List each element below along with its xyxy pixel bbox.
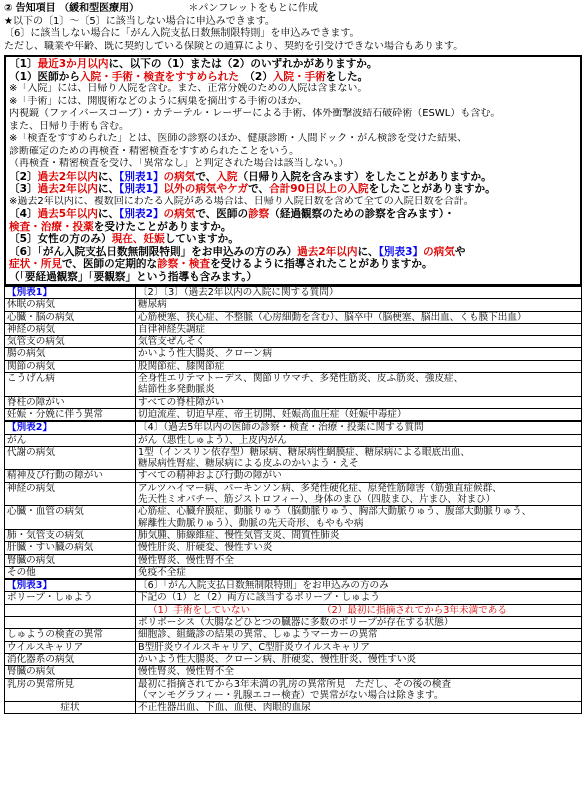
detail-line: 自律神経失調症 xyxy=(138,323,206,335)
row-category: 肝臓・すい臓の病気 xyxy=(5,542,136,554)
table-2 xyxy=(4,421,582,579)
question-1 xyxy=(9,58,577,71)
row-category: 気管支の病気 xyxy=(5,336,136,348)
table-row xyxy=(5,396,582,408)
row-detail xyxy=(136,629,582,641)
detail-line: B型肝炎ウイルスキャリア、C型肝炎ウイルスキャリア xyxy=(138,641,371,653)
row-category: その他 xyxy=(5,566,136,578)
question-5: 〔5〕女性の方のみ）現在、妊娠していますか。 xyxy=(9,233,239,245)
detail-line: 気管支ぜんそく xyxy=(138,336,206,348)
row-category xyxy=(5,617,136,629)
detail-line: 糖尿病性腎症、糖尿病による皮ふのかいよう・えそ xyxy=(138,458,359,470)
table-row xyxy=(5,678,582,702)
row-category: 腎臓の病気 xyxy=(5,666,136,678)
table-1-body xyxy=(5,299,582,421)
row-category: 関節の病気 xyxy=(5,360,136,372)
table-row xyxy=(5,702,582,714)
table-row xyxy=(5,348,582,360)
row-detail xyxy=(136,542,582,554)
row-detail xyxy=(136,529,582,541)
table-2-label: 【別表2】 xyxy=(7,422,53,434)
table-row xyxy=(5,604,582,616)
row-detail xyxy=(136,554,582,566)
table-row xyxy=(5,446,582,470)
q1-period: 最近3か月以内 xyxy=(37,58,109,70)
detail-line: 慢性腎炎、慢性腎不全 xyxy=(138,666,234,678)
row-category: がん xyxy=(5,434,136,446)
table-3-label: 【別表3】 xyxy=(7,580,53,592)
q1-item2-lead: （2） xyxy=(249,70,273,83)
detail-line: （マンモグラフィー・乳腺エコー検査）で異常がない場合は除きます。 xyxy=(138,689,444,701)
table-row xyxy=(5,408,582,420)
row-category xyxy=(5,604,136,616)
table-3-title: 〔6〕「がん入院支払日数無制限特則」をお申込みの方のみ xyxy=(136,580,582,592)
q1-item2-tail: をした。 xyxy=(325,70,369,83)
table-row xyxy=(5,482,582,506)
table-1-label: 【別表1】 xyxy=(7,287,53,298)
note-line: ※「手術」には、開腹術などのように病巣を摘出する手術のほか、 xyxy=(9,95,308,107)
table-row xyxy=(5,506,582,530)
table-row xyxy=(5,360,582,372)
table-3 xyxy=(4,579,582,714)
row-detail xyxy=(136,482,582,506)
intro-line: ただし、職業や年齢、既に契約している保険との通算により、契約を引受けできない場合もあります。 xyxy=(4,40,464,52)
row-detail xyxy=(136,653,582,665)
row-detail xyxy=(136,434,582,446)
table-row xyxy=(5,470,582,482)
note-line: また、日帰り手術も含む。 xyxy=(9,120,129,132)
row-category: 神経の病気 xyxy=(5,482,136,506)
intro-line: ★以下の〔1〕～〔5〕に該当しない場合に申込みできます。 xyxy=(4,15,275,27)
table-row xyxy=(5,653,582,665)
row-detail xyxy=(136,336,582,348)
row-detail xyxy=(136,702,582,714)
table-row xyxy=(5,666,582,678)
row-detail xyxy=(136,311,582,323)
table-row xyxy=(5,529,582,541)
detail-line: 心筋梗塞、狭心症、不整脈（心房細動を含む）、脳卒中（脳梗塞、脳出血、くも膜下出血） xyxy=(138,311,527,323)
row-detail xyxy=(136,641,582,653)
detail-line: 不正性器出血、下血、血便、肉眼的血尿 xyxy=(138,702,311,714)
condition-2: （2）最初に指摘されてから3年未満である xyxy=(322,604,507,616)
row-category: 消化器系の病気 xyxy=(5,653,136,665)
row-detail xyxy=(136,566,582,578)
detail-line: 最初に指摘されてから3年未満の乳房の異常所見 ただし、その後の検査 xyxy=(138,678,452,690)
row-detail xyxy=(136,360,582,372)
table-row xyxy=(5,299,582,311)
question-4: 〔4〕過去5年以内に、【別表2】の病気で、医師の診察（経過観察のための診察を含みます）・ xyxy=(9,208,455,220)
detail-line: 解離性大動脈りゅう）、動脈の先天奇形、もやもや病 xyxy=(138,517,364,529)
row-category: 肺・気管支の病気 xyxy=(5,529,136,541)
row-category: 腎臓の病気 xyxy=(5,554,136,566)
table-row xyxy=(5,323,582,335)
question-6-note: （「要経過観察」「要観察」という指導も含みます。） xyxy=(9,270,258,283)
detail-line: 慢性腎炎、慢性腎不全 xyxy=(138,554,234,566)
detail-line: かいよう性大腸炎、クローン病 xyxy=(138,348,273,360)
detail-line: 肺気腫、肺線維症、慢性気管支炎、間質性肺炎 xyxy=(138,529,340,541)
detail-line: 心筋症、心臓弁膜症、動脈りゅう（脳動脈りゅう、胸部大動脈りゅう、腹部大動脈りゅう、 xyxy=(138,506,532,518)
row-category: ポリープ・しゅよう xyxy=(5,592,136,604)
table-2-body xyxy=(5,434,582,579)
table-row xyxy=(5,617,582,629)
q1-item2-red: 入院・手術 xyxy=(272,70,326,83)
row-detail xyxy=(136,446,582,470)
detail-line: ポリポーシス（大腸などひとつの臓器に多数のポリープが存在する状態） xyxy=(138,617,454,629)
detail-line: 股関節症、膝関節症 xyxy=(138,360,225,372)
question-6: 〔6〕「がん入院支払日数無制限特則」をお申込みの方のみ）過去2年以内に、【別表3】の病気や xyxy=(9,245,466,258)
row-detail xyxy=(136,348,582,360)
row-category: 休眠の病気 xyxy=(5,299,136,311)
table-1 xyxy=(4,286,582,421)
table-row xyxy=(5,566,582,578)
detail-line: 細胞診、組織診の結果の異常、しゅようマーカーの異常 xyxy=(138,629,378,641)
table-3-header xyxy=(5,580,582,592)
table-row xyxy=(5,434,582,446)
question-4-cont: 検査・治療・投薬を受けたことがありますか。 xyxy=(9,220,232,233)
detail-line: がん（悪性しゅよう）、上皮内がん xyxy=(138,434,287,446)
row-detail xyxy=(136,408,582,420)
row-detail xyxy=(136,506,582,530)
detail-line: 1型（インスリン依存型）糖尿病、糖尿病性網膜症、糖尿病による眼底出血、 xyxy=(138,446,471,458)
table-row xyxy=(5,641,582,653)
note-line: ※「検査をすすめられた」とは、医師の診察のほか、健康診断・人間ドック・がん検診を受けた結果、 xyxy=(9,133,468,144)
row-category: 腸の病気 xyxy=(5,348,136,360)
table-2-header xyxy=(5,422,582,434)
row-detail xyxy=(136,396,582,408)
row-category: こうげん病 xyxy=(5,373,136,397)
detail-line: 切迫流産、切迫早産、帝王切開、妊娠高血圧症（妊娠中毒症） xyxy=(138,408,407,420)
detail-line: 下記の（1）と（2）両方に該当するポリープ・しゅよう xyxy=(138,592,380,604)
question-1-items xyxy=(9,71,577,84)
row-category: ウイルスキャリア xyxy=(5,641,136,653)
table-3-body xyxy=(5,592,582,714)
detail-line: 先天性ミオパチー、筋ジストロフィー）、身体のまひ（四肢まひ、片まひ、対まひ） xyxy=(138,494,496,506)
source-note: ＊パンフレットをもとに作成 xyxy=(188,3,318,14)
condition-1: （1）手術をしていない xyxy=(148,604,251,616)
question-box xyxy=(4,55,582,286)
row-detail xyxy=(136,666,582,678)
row-detail xyxy=(136,299,582,311)
table-row xyxy=(5,373,582,397)
row-category: 症状 xyxy=(5,702,136,714)
q1-prefix: 〔1〕 xyxy=(9,58,38,70)
header-title-row xyxy=(4,3,582,16)
page-title: 告知項目 （緩和型医療用） xyxy=(15,3,140,14)
table-1-header xyxy=(5,287,582,299)
detail-line: かいよう性大腸炎、クローン病、肝硬変、慢性肝炎、慢性すい炎 xyxy=(138,653,417,665)
note-line: ※「入院」には、日帰り入院を含む。また、正常分娩のための入院は含まない。 xyxy=(9,83,368,94)
detail-line: 結節性多発動脈炎 xyxy=(138,384,215,396)
row-detail xyxy=(136,678,582,702)
table-row xyxy=(5,629,582,641)
detail-line: すべての脊柱障がい xyxy=(138,396,225,408)
note-line: 内視鏡（ファイバースコープ）・カテーテル・レーザーによる手術、体外衝撃波結石破砕術（ESWL）も含む。 xyxy=(9,108,501,119)
detail-line: アルツハイマー病、パーキンソン病、多発性硬化症、原発性筋障害（筋強直症候群、 xyxy=(138,482,502,494)
row-category: 乳房の異常所見 xyxy=(5,678,136,702)
row-category: 神経の病気 xyxy=(5,323,136,335)
table-row xyxy=(5,542,582,554)
row-detail xyxy=(136,617,582,629)
row-category: 心臓・血管の病気 xyxy=(5,506,136,530)
note-line: （再検査・精密検査を受け、「異常なし」と判定された場合は該当しない。） xyxy=(9,158,349,169)
q1-item1-red: 入院・手術・検査をすすめられた xyxy=(79,70,239,83)
row-category: しゅようの検査の異常 xyxy=(5,629,136,641)
q1-item1-lead: （1）医師から xyxy=(9,70,80,83)
question-6-cont: 症状・所見で、医師の定期的な診察・検査を受けるように指導されたことがありますか。 xyxy=(9,258,433,270)
detail-line: 全身性エリテマトーデス、関節リウマチ、多発性筋炎、皮ふ筋炎、強皮症、 xyxy=(138,373,464,385)
table-row xyxy=(5,554,582,566)
table-row xyxy=(5,311,582,323)
detail-line: 免疫不全症 xyxy=(138,566,186,578)
question-3-note: ※過去2年以内に、複数回にわたる入院がある場合は、日帰り入院日数を含めて全ての入院日数を合計。 xyxy=(9,195,474,207)
row-detail xyxy=(136,373,582,397)
question-2: 〔2〕過去2年以内に、【別表1】の病気で、入院（日帰り入院を含みます）をしたことがありますか。 xyxy=(9,170,492,183)
detail-line: 慢性肝炎、肝硬変、慢性すい炎 xyxy=(138,542,273,554)
row-category: 妊娠・分娩に伴う異常 xyxy=(5,408,136,420)
row-category: 脊柱の障がい xyxy=(5,396,136,408)
row-detail xyxy=(136,604,582,616)
row-category: 心臓・脳の病気 xyxy=(5,311,136,323)
table-row xyxy=(5,336,582,348)
table-row xyxy=(5,592,582,604)
note-line: 診断確定のための再検査・精密検査をすすめられたことをいう。 xyxy=(9,145,300,157)
table-2-title: 〔4〕（過去5年以内の医師の診察・検査・治療・投薬に関する質問 xyxy=(136,422,582,434)
row-detail xyxy=(136,323,582,335)
row-detail xyxy=(136,470,582,482)
detail-line: すべての精神および行動の障がい xyxy=(138,470,282,482)
circle-number: ② xyxy=(4,3,13,14)
row-category: 代謝の病気 xyxy=(5,446,136,470)
question-3: 〔3〕過去2年以内に、【別表1】以外の病気やケガで、合計90日以上の入院をしたことがありますか。 xyxy=(9,183,496,195)
detail-line: 糖尿病 xyxy=(138,299,167,311)
detail-line xyxy=(138,605,579,616)
q1-text: に、以下の（1）または（2）のいずれかがありますか。 xyxy=(108,58,378,70)
row-detail xyxy=(136,592,582,604)
table-1-title: 〔2〕〔3〕（過去2年以内の入院に関する質問） xyxy=(136,287,582,299)
row-category: 精神及び行動の障がい xyxy=(5,470,136,482)
intro-line: 〔6〕に該当しない場合に「がん入院支払日数無制限特則」を申込みできます。 xyxy=(4,28,360,39)
